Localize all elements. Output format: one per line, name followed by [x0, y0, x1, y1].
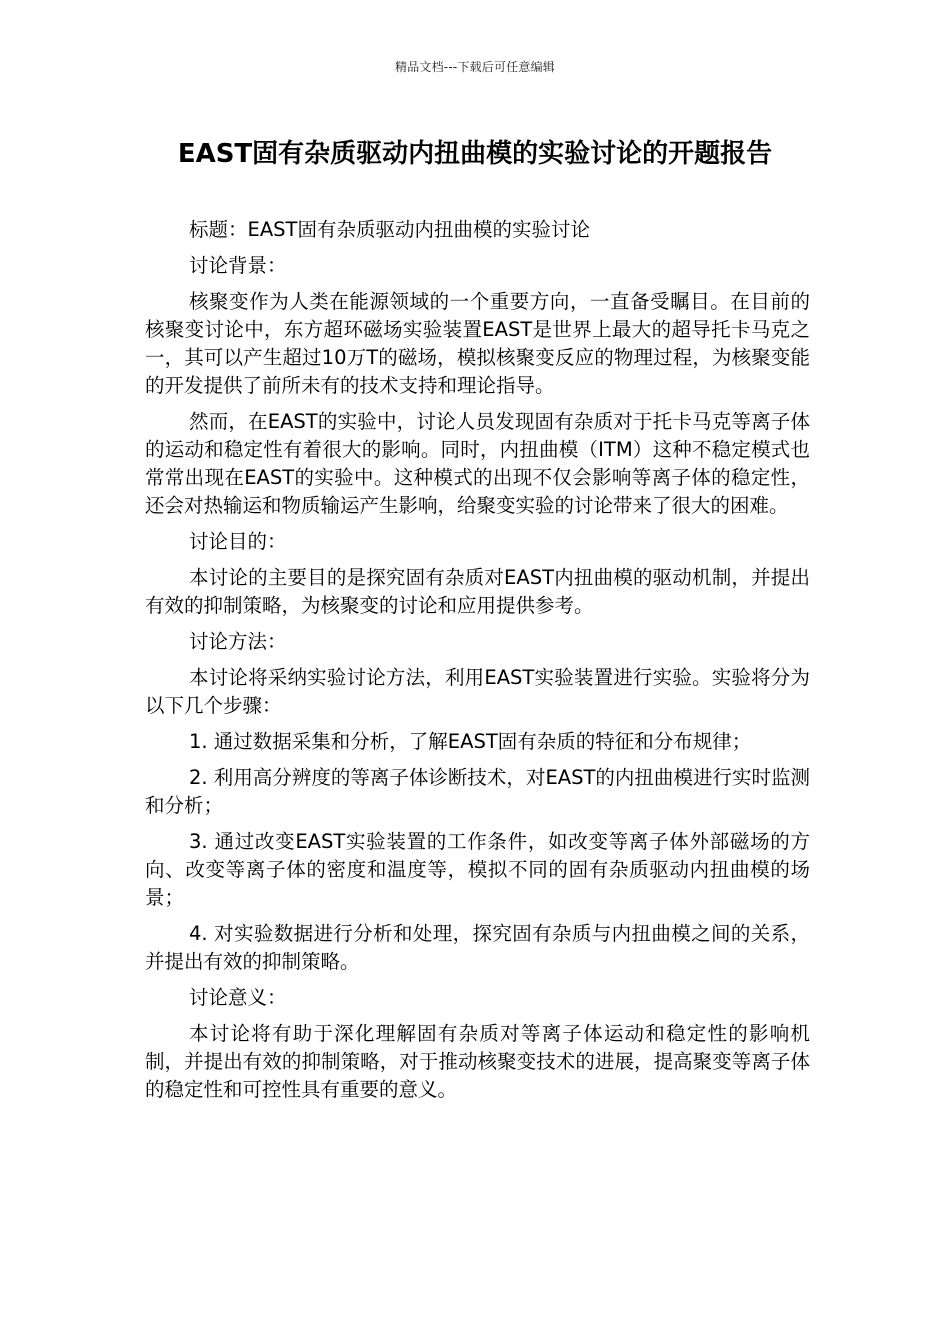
paragraph-background-1: 核聚变作为人类在能源领域的一个重要方向，一直备受瞩目。在目前的核聚变讨论中，东方超环磁场实验装置EAST是世界上最大的超导托卡马克之一，其可以产生超过10万T的磁场，模拟核聚变反应的物理过程，为核聚变能的开发提供了前所未有的技术支持和理论指导。 — [145, 290, 810, 397]
title-line: 标题：EAST固有杂质驱动内扭曲模的实验讨论 — [189, 218, 590, 241]
page-header: 精品文档---下载后可任意编辑 — [395, 60, 555, 74]
section-heading-method: 讨论方法： — [189, 630, 287, 653]
section-heading-purpose: 讨论目的： — [189, 530, 287, 553]
method-step-1: 1. 通过数据采集和分析，了解EAST固有杂质的特征和分布规律； — [189, 730, 752, 753]
section-heading-background: 讨论背景： — [189, 254, 287, 277]
paragraph-background-2: 然而，在EAST的实验中，讨论人员发现固有杂质对于托卡马克等离子体的运动和稳定性有着很大的影响。同时，内扭曲模（ITM）这种不稳定模式也常常出现在EAST的实验中。这种模式的出现不仅会影响等离子体的稳定性，还会对热输运和物质输运产生影响，给聚变实验的讨论带来了很大的困难。 — [145, 410, 810, 517]
paragraph-purpose: 本讨论的主要目的是探究固有杂质对EAST内扭曲模的驱动机制，并提出有效的抑制策略，为核聚变的讨论和应用提供参考。 — [145, 566, 810, 617]
section-heading-significance: 讨论意义： — [189, 986, 287, 1009]
paragraph-method: 本讨论将采纳实验讨论方法，利用EAST实验装置进行实验。实验将分为以下几个步骤： — [145, 666, 810, 717]
method-step-2: 2. 利用高分辨度的等离子体诊断技术，对EAST的内扭曲模进行实时监测和分析； — [145, 766, 810, 817]
paragraph-significance: 本讨论将有助于深化理解固有杂质对等离子体运动和稳定性的影响机制，并提出有效的抑制策略，对于推动核聚变技术的进展，提高聚变等离子体的稳定性和可控性具有重要的意义。 — [145, 1022, 810, 1101]
document-body — [145, 216, 810, 1112]
method-step-3: 3. 通过改变EAST实验装置的工作条件，如改变等离子体外部磁场的方向、改变等离子体的密度和温度等，模拟不同的固有杂质驱动内扭曲模的场景； — [145, 830, 810, 909]
document-title: EAST固有杂质驱动内扭曲模的实验讨论的开题报告 — [177, 139, 773, 169]
method-step-4: 4. 对实验数据进行分析和处理，探究固有杂质与内扭曲模之间的关系，并提出有效的抑制策略。 — [145, 922, 810, 973]
